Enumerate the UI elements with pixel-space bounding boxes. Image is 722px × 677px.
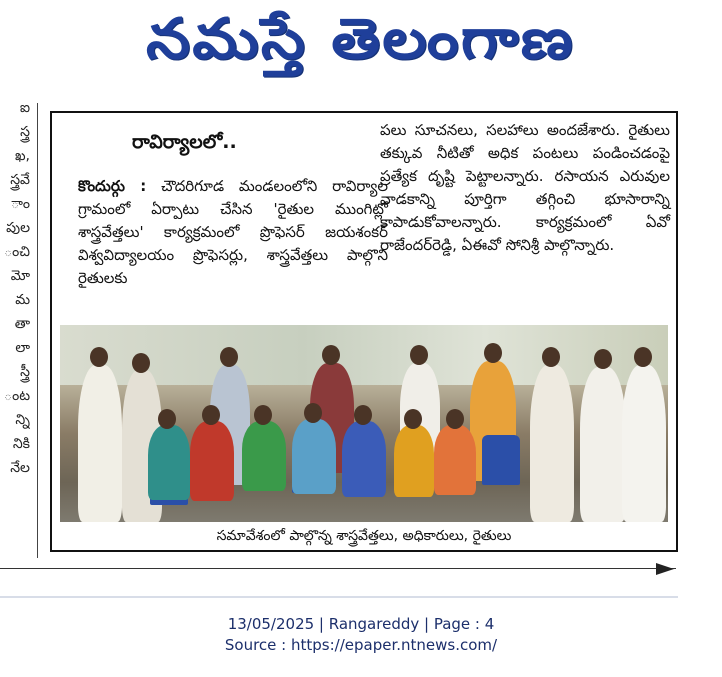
prev-col-line: లా	[15, 340, 30, 356]
epaper-footer	[0, 614, 722, 656]
photo-figure	[342, 421, 386, 497]
prev-col-line: ాం	[11, 196, 30, 212]
article-column-1	[78, 175, 388, 290]
photo-head	[594, 349, 612, 369]
article-headline: రావిర్యాలలో..	[132, 131, 237, 153]
footer-divider	[0, 596, 678, 598]
photo-head	[484, 343, 502, 363]
photo-head	[304, 403, 322, 423]
prev-col-line: ంట	[4, 388, 30, 404]
prev-col-line: న్ని	[15, 412, 30, 428]
photo-head	[542, 347, 560, 367]
dateline-place: కొందుర్గు :	[78, 177, 147, 195]
prev-col-line: ంచి	[4, 244, 30, 260]
prev-col-line: మ	[15, 292, 30, 308]
previous-column-fragments	[0, 96, 30, 566]
photo-figure	[580, 367, 626, 522]
photo-figure	[242, 421, 286, 491]
photo-head	[410, 345, 428, 365]
prev-col-line: స్త్రవే	[10, 172, 30, 188]
photo-chair	[482, 435, 520, 485]
photo-figure	[78, 365, 122, 522]
photo-figure	[190, 421, 234, 501]
photo-head	[132, 353, 150, 373]
article-column-2	[380, 119, 670, 257]
prev-col-line: మో	[10, 268, 30, 284]
photo-head	[254, 405, 272, 425]
photo-head	[354, 405, 372, 425]
photo-figure	[530, 365, 574, 522]
photo-caption: సమావేశంలో పాల్గొన్న శాస్త్రవేత్తలు, అధికారులు, రైతులు	[60, 526, 668, 548]
masthead-title: నమస్తే తెలంగాణ	[145, 7, 575, 72]
photo-figure	[622, 365, 666, 522]
arrow-right-icon	[656, 563, 674, 575]
newspaper-masthead	[145, 0, 575, 80]
photo-head	[322, 345, 340, 365]
photo-figure	[434, 425, 476, 495]
prev-col-line: ఐ	[19, 100, 30, 116]
footer-source: Source : https://epaper.ntnews.com/	[224, 636, 498, 654]
photo-figure	[292, 419, 336, 494]
photo-head	[634, 347, 652, 367]
article-photo	[60, 325, 668, 522]
photo-head	[202, 405, 220, 425]
news-article-box	[50, 111, 678, 552]
prev-col-line: తా	[14, 316, 30, 332]
photo-head	[404, 409, 422, 429]
article-body-2: పలు సూచనలు, సలహాలు అందజేశారు. రైతులు తక్కువ నీటితో అధిక పంటలు పండించడంపై ప్రత్యేక దృష్టి పెట్టాలన్నారు. రసాయన ఎరువుల వాడకాన్ని పూర్తిగా తగ్గించి భూసారాన్ని కాపాడుకోవాలన్నారు. కార్యక్రమంలో ఏవో రాజేందర్‌రెడ్డి, ఏఈవో సోనిశ్రీ పాల్గొన్నారు.	[380, 121, 670, 254]
photo-figure	[394, 425, 434, 497]
page-rule	[0, 568, 676, 569]
footer-date-edition: 13/05/2025 | Rangareddy | Page : 4	[227, 615, 495, 633]
prev-col-line: ఖ,	[14, 148, 30, 164]
column-divider	[37, 103, 38, 558]
prev-col-line: పుల	[6, 220, 30, 236]
prev-col-line: స్త్ర	[20, 124, 30, 140]
photo-head	[90, 347, 108, 367]
prev-col-line: నేల	[10, 460, 30, 476]
photo-head	[446, 409, 464, 429]
photo-head	[158, 409, 176, 429]
photo-figure	[148, 425, 190, 500]
prev-col-line: స్త్రీ	[20, 364, 30, 380]
photo-head	[220, 347, 238, 367]
article-body-1: చౌదరిగూడ మండలంలోని రావిర్యాల గ్రామంలో ఏర్పాటు చేసిన 'రైతుల ముంగిట్లో శాస్త్రవేత్తలు' కార్యక్రమంలో ప్రొఫెసర్ జయశంకర్ విశ్వవిద్యాలయం ప్రొఫెసర్లు, శాస్త్రవేత్తలు పాల్గొని రైతులకు	[78, 177, 388, 287]
prev-col-line: నికి	[12, 436, 30, 452]
